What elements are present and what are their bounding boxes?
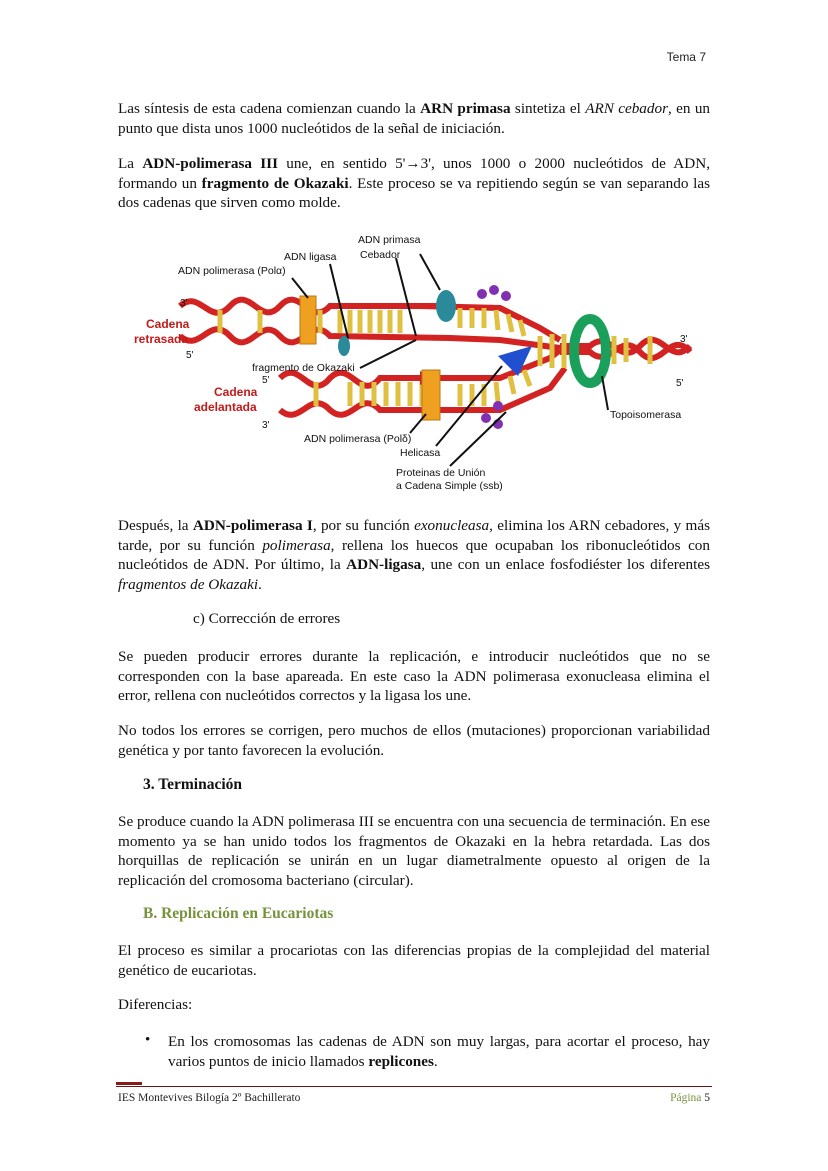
ligase-shape	[338, 336, 350, 356]
bullet-replicones: En los cromosomas las cadenas de ADN son muy largas, para acortar el proceso, hay varios puntos de inicio llamados replicones.	[168, 1033, 710, 1070]
header-topic: Tema 7	[666, 50, 706, 64]
polymerase-delta-block	[422, 370, 440, 420]
label-cebador: Cebador	[360, 249, 401, 261]
label-3prime-bottom: 3'	[262, 420, 270, 431]
primase-shape	[436, 290, 456, 322]
paragraph-terminacion: Se produce cuando la ADN polimerasa III se encuentra con una secuencia de terminación. En ese momento ya se han unido todos los fragmentos de Okazaki en la hebra retardada. Las dos horquillas de replicación se unirán en un lugar diametralmente opuesto al origen de la replicación del cromosoma bacteriano (circular).	[118, 813, 710, 889]
heading-terminacion: 3. Terminación	[143, 776, 243, 793]
lagging-strand	[180, 298, 560, 348]
paragraph-eucariotas: El proceso es similar a procariotas con las diferencias propias de la complejidad del material genético de eucariotas.	[118, 942, 710, 979]
label-cadena-adelantada-2: adelantada	[194, 400, 257, 414]
label-5prime-mid: 5'	[262, 375, 270, 386]
paragraph-primasa: Las síntesis de esta cadena comienzan cuando la ARN primasa sintetiza el ARN cebador, en un punto que dista unos 1000 nucleótidos de la señal de iniciación.	[118, 100, 711, 137]
label-adn-primasa: ADN primasa	[358, 234, 421, 246]
footer-accent	[116, 1082, 142, 1085]
label-polimerasa-alpha: ADN polimerasa (Polα)	[178, 265, 286, 277]
label-5prime-right: 5'	[676, 378, 684, 389]
footer-page: Página 5	[670, 1092, 710, 1104]
parental-duplex	[540, 334, 690, 368]
label-adn-ligasa: ADN ligasa	[284, 251, 337, 263]
label-fragmento-okazaki: fragmento de Okazaki	[252, 362, 355, 374]
footer-school: IES Montevives Bilogía 2º Bachillerato	[118, 1092, 301, 1104]
label-5prime-left: 5'	[186, 350, 194, 361]
label-3prime-top: 3'	[180, 298, 188, 309]
paragraph-mutaciones: No todos los errores se corrigen, pero muchos de ellos (mutaciones) proporcionan variabilidad genética y por tanto favorecen la evolución.	[118, 722, 710, 759]
label-cadena-adelantada-1: Cadena	[214, 385, 258, 399]
label-3prime-right: 3'	[680, 334, 688, 345]
label-cadena-retrasada-1: Cadena	[146, 317, 190, 331]
label-polimerasa-delta: ADN polimerasa (Polδ)	[304, 433, 412, 445]
paragraph-polimerasa-iii: La ADN-polimerasa III une, en sentido 5'→3', unos 1000 o 2000 nucleótidos de ADN, formando un fragmento de Okazaki. Este proceso se va repitiendo según se van separando las dos cadenas que sirven como molde.	[118, 155, 711, 211]
label-diferencias: Diferencias:	[118, 996, 193, 1013]
label-ssb-1: Proteinas de Unión	[396, 467, 486, 479]
paragraph-polimerasa-i: Después, la ADN-polimerasa I, por su función exonucleasa, elimina los ARN cebadores, y más tarde, por su función polimerasa, rellena los huecos que ocupaban los ribonucleótidos con nucleótidos de ADN. Por último, la ADN-ligasa, une con un enlace fosfodiéster los diferentes fragmentos de Okazaki.	[118, 517, 710, 593]
polymerase-alpha-block	[300, 296, 316, 344]
heading-eucariotas: B. Replicación en Eucariotas	[143, 905, 334, 922]
label-cadena-retrasada-2: retrasada	[134, 332, 189, 346]
footer-rule	[116, 1086, 712, 1087]
label-helicasa: Helicasa	[400, 447, 441, 459]
label-topoisomerasa: Topoisomerasa	[610, 409, 682, 421]
subsection-correccion: c) Corrección de errores	[193, 610, 341, 627]
bullet-icon: •	[145, 1032, 151, 1048]
replication-fork-diagram	[120, 228, 720, 498]
paragraph-errores: Se pueden producir errores durante la replicación, e introducir nucleótidos que no se corresponden con la base apareada. En este caso la ADN polimerasa exonucleasa elimina el error, rellena con nucleótidos correctos y la ligasa los une.	[118, 648, 710, 704]
label-ssb-2: a Cadena Simple (ssb)	[396, 480, 503, 492]
